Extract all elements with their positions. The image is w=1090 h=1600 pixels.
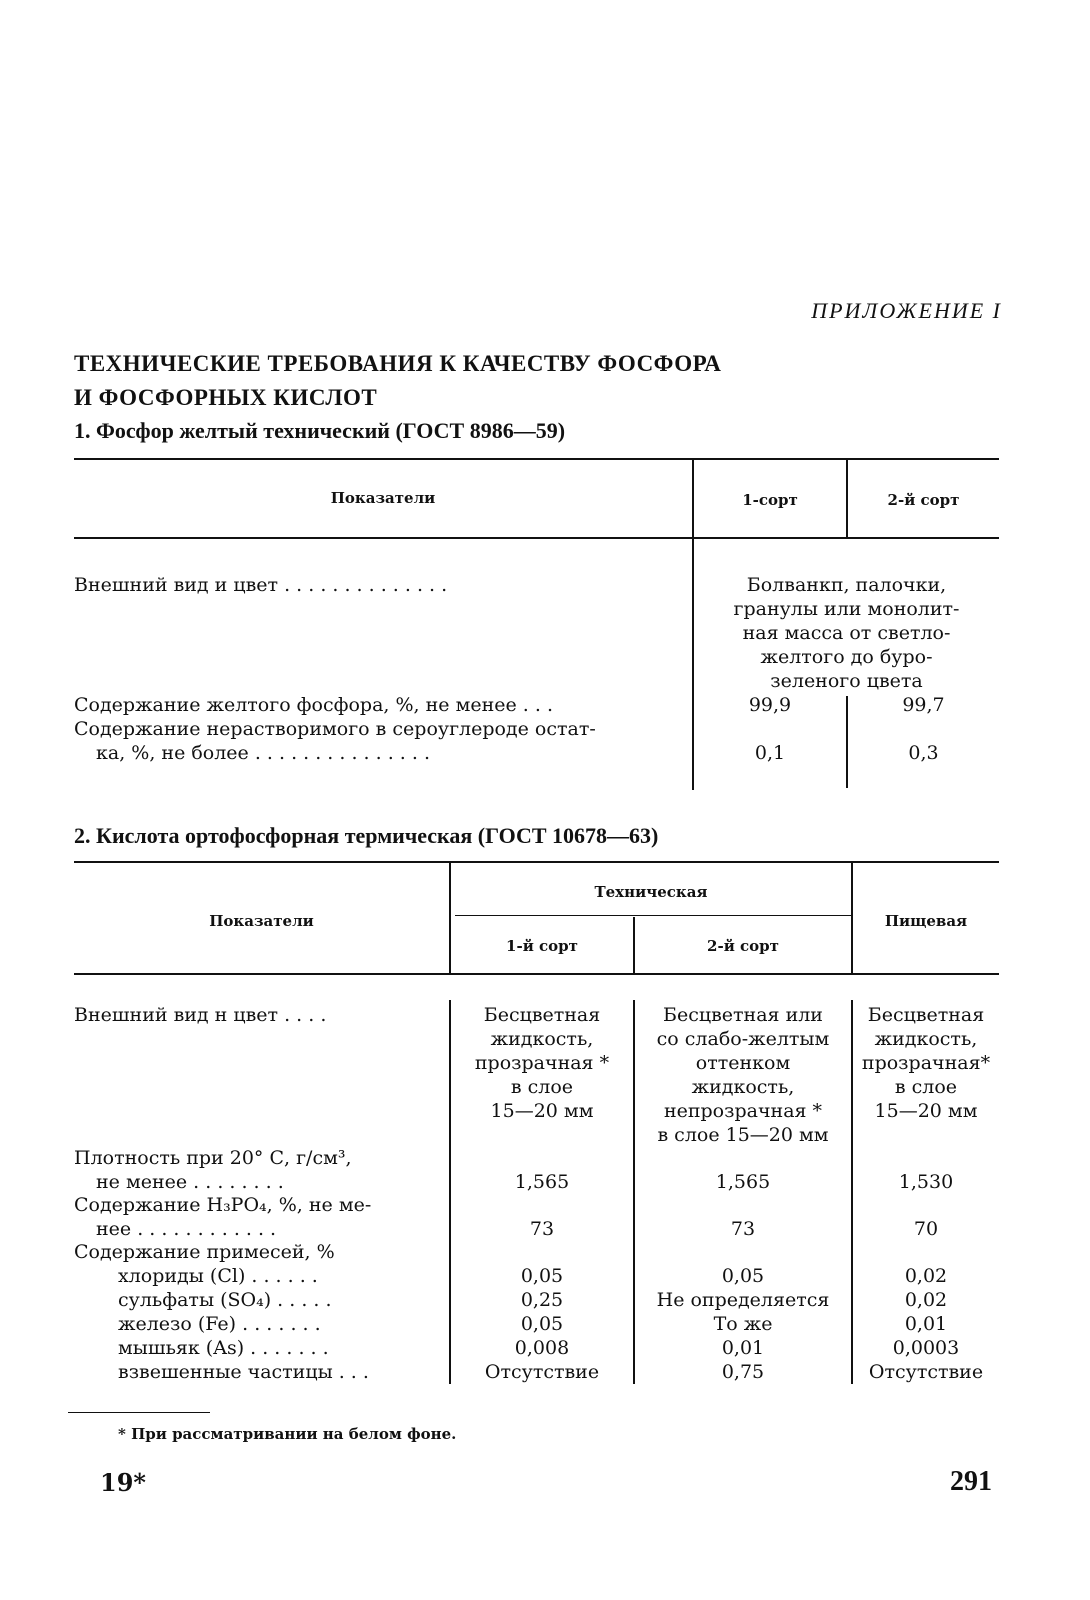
table1-top-rule bbox=[74, 458, 999, 460]
table1-row-yellow-grade2: 99,7 bbox=[902, 694, 945, 716]
table2-header-technical: Техническая bbox=[594, 883, 708, 901]
appearance-line: Бесцветная или bbox=[663, 1004, 823, 1026]
page-title bbox=[74, 347, 834, 415]
appearance-line: в слое bbox=[894, 1076, 958, 1098]
table2-header-indicators: Показатели bbox=[209, 912, 314, 930]
impurity-sulfates-grade2: Не определяется bbox=[656, 1289, 830, 1311]
table2-h3po4-label-2: нее . . . . . . . . . . . . bbox=[96, 1218, 277, 1240]
table2-density-grade2: 1,565 bbox=[715, 1171, 771, 1193]
impurity-label-chlorides: хлориды (Cl) . . . . . . bbox=[118, 1265, 318, 1287]
table1-header-grade2: 2-й сорт bbox=[887, 491, 960, 509]
impurity-chlorides-grade1: 0,05 bbox=[520, 1265, 564, 1287]
appearance-value-line: желтого до буро- bbox=[760, 646, 933, 668]
impurity-sulfates-food: 0,02 bbox=[904, 1289, 948, 1311]
impurity-iron-grade2: То же bbox=[713, 1313, 773, 1335]
impurity-chlorides-grade2: 0,05 bbox=[721, 1265, 765, 1287]
table2-appearance-grade2 bbox=[635, 1003, 851, 1147]
appearance-value-line: зеленого цвета bbox=[770, 670, 923, 692]
table1-row-insoluble-label-2: ка, %, не более . . . . . . . . . . . . . . . bbox=[96, 742, 430, 764]
appearance-line: непрозрачная * bbox=[663, 1100, 823, 1122]
table2-header-grade2: 2-й сорт bbox=[707, 937, 779, 955]
appearance-line: жидкость, bbox=[691, 1076, 795, 1098]
appearance-value-line: Болванкп, палочки, bbox=[746, 574, 947, 596]
table2-h3po4-grade1: 73 bbox=[529, 1218, 555, 1240]
table1-row-appearance-label: Внешний вид и цвет . . . . . . . . . . . . . . bbox=[74, 574, 448, 596]
table1-row-yellow-grade1: 99,9 bbox=[748, 694, 792, 716]
table2-header-grade1: 1-й сорт bbox=[506, 937, 578, 955]
signature-mark: 19* bbox=[100, 1468, 146, 1497]
appearance-line: в слое bbox=[510, 1076, 574, 1098]
appearance-line: жидкость, bbox=[490, 1028, 594, 1050]
footnote-rule bbox=[68, 1412, 210, 1413]
appendix-label: ПРИЛОЖЕНИЕ I bbox=[811, 298, 1002, 323]
impurity-label-sulfates: сульфаты (SO₄) . . . . . bbox=[118, 1289, 332, 1311]
table2-density-grade1: 1,565 bbox=[514, 1171, 570, 1193]
impurity-arsenic-food: 0,0003 bbox=[892, 1337, 960, 1359]
table2-appearance-grade1 bbox=[451, 1003, 633, 1123]
impurity-chlorides-food: 0,02 bbox=[904, 1265, 948, 1287]
table2-header-rule bbox=[74, 973, 999, 975]
table1-title: 1. Фосфор желтый технический (ГОСТ 8986—59) bbox=[74, 418, 566, 443]
appearance-line: прозрачная* bbox=[861, 1052, 991, 1074]
impurity-iron-food: 0,01 bbox=[904, 1313, 948, 1335]
table2-h3po4-grade2: 73 bbox=[730, 1218, 756, 1240]
table2-title: 2. Кислота ортофосфорная термическая (ГОСТ 10678—63) bbox=[74, 823, 659, 848]
table2-h3po4-label-1: Содержание H₃PO₄, %, не ме- bbox=[74, 1194, 372, 1216]
table1-row-appearance-value bbox=[694, 573, 999, 693]
impurity-suspended-grade1: Отсутствие bbox=[484, 1361, 600, 1383]
impurity-arsenic-grade2: 0,01 bbox=[721, 1337, 765, 1359]
impurity-suspended-grade2: 0,75 bbox=[721, 1361, 765, 1383]
table2-top-rule bbox=[74, 861, 999, 863]
title-line-1: ТЕХНИЧЕСКИЕ ТРЕБОВАНИЯ К КАЧЕСТВУ ФОСФОРА bbox=[74, 351, 722, 376]
table1-row-yellow-label: Содержание желтого фосфора, %, не менее . . . bbox=[74, 694, 553, 716]
appearance-value-line: гранулы или монолит- bbox=[733, 598, 960, 620]
table1-header-grade1: 1-сорт bbox=[742, 491, 798, 509]
table2-subheader-rule bbox=[455, 915, 851, 916]
table2-header-food: Пищевая bbox=[884, 912, 968, 930]
appearance-line: прозрачная * bbox=[474, 1052, 610, 1074]
appearance-line: Бесцветная bbox=[483, 1004, 601, 1026]
table1-row-insoluble-label-1: Содержание нерастворимого в сероуглероде остат- bbox=[74, 718, 596, 740]
impurity-iron-grade1: 0,05 bbox=[520, 1313, 564, 1335]
table2-density-label-2: не менее . . . . . . . . bbox=[96, 1171, 284, 1193]
appearance-line: Бесцветная bbox=[867, 1004, 985, 1026]
impurity-suspended-food: Отсутствие bbox=[868, 1361, 984, 1383]
appearance-line: в слое 15—20 мм bbox=[657, 1124, 829, 1146]
appearance-line: со слабо-желтым bbox=[656, 1028, 830, 1050]
table2-density-food: 1,530 bbox=[898, 1171, 954, 1193]
table2-h3po4-food: 70 bbox=[913, 1218, 939, 1240]
table2-density-label-1: Плотность при 20° С, г/см³, bbox=[74, 1147, 352, 1169]
appearance-line: оттенком bbox=[695, 1052, 791, 1074]
appearance-line: жидкость, bbox=[874, 1028, 978, 1050]
table1-header-rule bbox=[74, 537, 999, 539]
impurity-arsenic-grade1: 0,008 bbox=[514, 1337, 570, 1359]
table2-appearance-food bbox=[853, 1003, 999, 1123]
impurity-label-arsenic: мышьяк (As) . . . . . . . bbox=[118, 1337, 329, 1359]
footnote: * При рассматривании на белом фоне. bbox=[118, 1425, 457, 1443]
appearance-value-line: ная масса от светло- bbox=[742, 622, 951, 644]
table1-row-insoluble-grade2: 0,3 bbox=[908, 742, 939, 764]
table1-row-insoluble-grade1: 0,1 bbox=[754, 742, 786, 764]
impurity-sulfates-grade1: 0,25 bbox=[520, 1289, 564, 1311]
appearance-line: 15—20 мм bbox=[490, 1100, 594, 1122]
title-line-2: И ФОСФОРНЫХ КИСЛОТ bbox=[74, 385, 378, 410]
table1-header-indicators: Показатели bbox=[330, 489, 436, 507]
table2-appearance-label: Внешний вид н цвет . . . . bbox=[74, 1004, 327, 1026]
page-number: 291 bbox=[950, 1466, 992, 1497]
impurity-label-suspended: взвешенные частицы . . . bbox=[118, 1361, 369, 1383]
appearance-line: 15—20 мм bbox=[874, 1100, 978, 1122]
table2-impurities-label: Содержание примесей, % bbox=[74, 1241, 335, 1263]
impurity-label-iron: железо (Fe) . . . . . . . bbox=[118, 1313, 321, 1335]
